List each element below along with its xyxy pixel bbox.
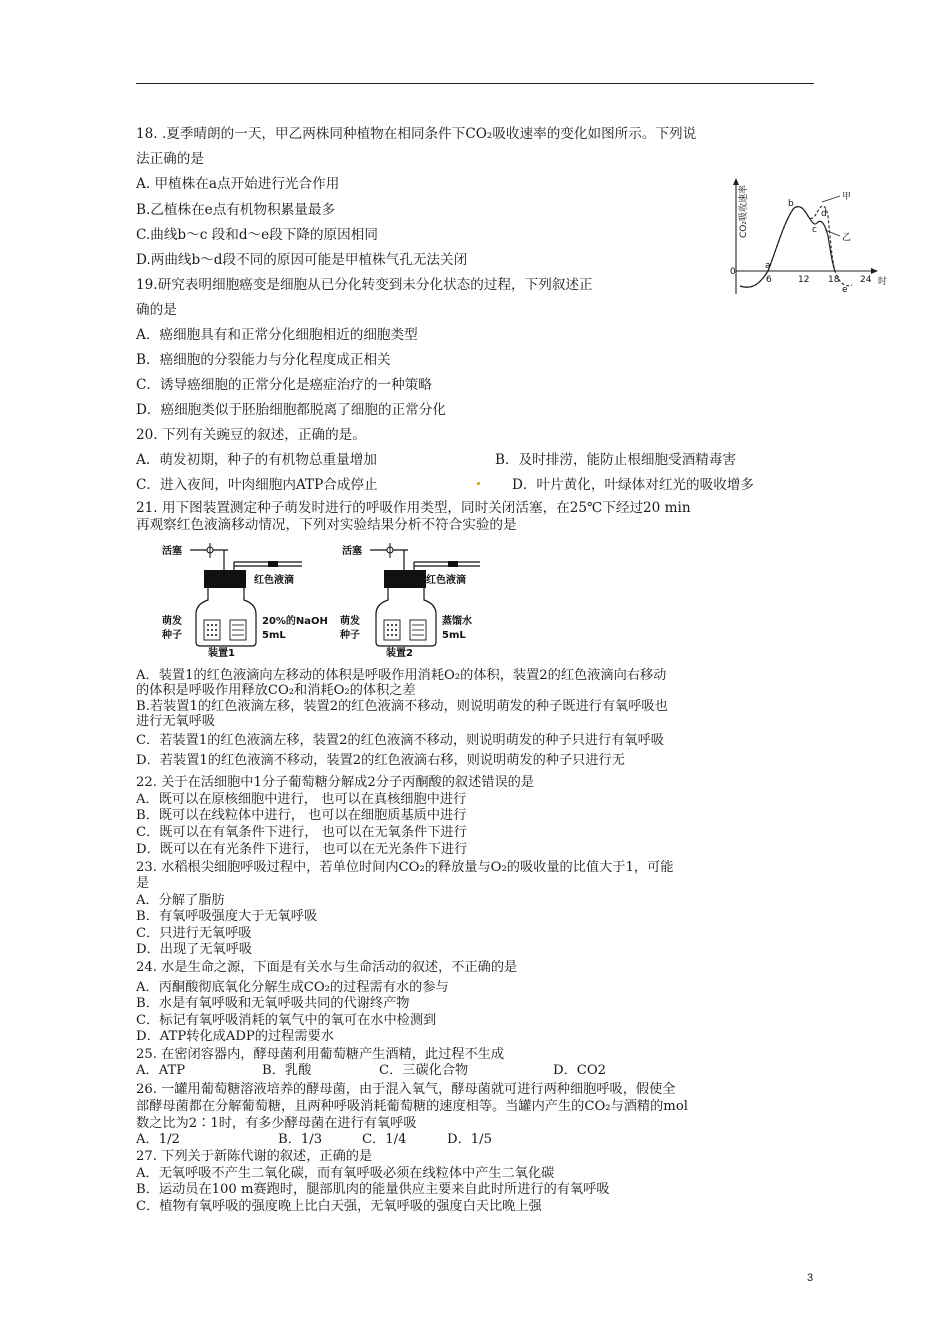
device2-seed-label1: 萌发 (340, 616, 360, 627)
device1-seed-label2: 种子 (162, 630, 182, 641)
q22-option-b: B．既可以在线粒体中进行， 也可以在细胞质基质中进行 (136, 808, 467, 823)
device2-red-drop (448, 561, 458, 567)
q22-stem: 22. 关于在活细胞中1分子葡萄糖分解成2分子丙酮酸的叙述错误的是 (136, 775, 535, 790)
q21-stem-line2: 再观察红色液滴移动情况，下列对实验结果分析不符合实验的是 (136, 517, 517, 533)
q18-tick-12: 12 (798, 275, 810, 285)
q18-point-d: d (821, 209, 827, 219)
device2-water-label: 蒸馏水 (442, 616, 472, 627)
device2-seed-label2: 种子 (340, 630, 360, 641)
q21-option-a-line1: A．装置1的红色液滴向左移动的体积是呼吸作用消耗O₂的体积，装置2的红色液滴向右移动 (136, 668, 667, 683)
q18-tick-6: 6 (766, 275, 772, 285)
q18-option-b: B.乙植株在e点有机物积累量最多 (136, 202, 336, 218)
q18-stem-line1: 18. .夏季晴朗的一天，甲乙两株同种植物在相同条件下CO₂吸收速率的变化如图所示。下列说 (136, 126, 697, 142)
q19-option-b: B．癌细胞的分裂能力与分化程度成正相关 (136, 352, 391, 368)
q18-tick-18: 18 (828, 275, 840, 285)
device1-vol-label: 5mL (262, 630, 286, 641)
q21-option-a-line2: 的体积是呼吸作用释放CO₂和消耗O₂的体积之差 (136, 683, 416, 698)
q21-stem-line1: 21. 用下图装置测定种子萌发时进行的呼吸作用类型，同时关闭活塞，在25℃下经过20 min (136, 500, 691, 516)
device1-naoh-label: 20%的NaOH (262, 616, 328, 627)
q18-label-yi: 乙 (842, 233, 852, 243)
q26-option-d: D．1/5 (447, 1132, 492, 1147)
q25-option-c: C．三碳化合物 (379, 1063, 469, 1078)
q27-option-c: C．植物有氧呼吸的强度晚上比白天强，无氧呼吸的强度白天比晚上强 (136, 1199, 542, 1214)
q23-option-b: B．有氧呼吸强度大于无氧呼吸 (136, 909, 318, 924)
q18-co2-figure (722, 176, 890, 300)
device2-valve-label: 活塞 (342, 546, 362, 557)
q18-tick-0: 0 (730, 267, 736, 277)
q18-tick-24: 24 (860, 275, 872, 285)
device2-stopper (384, 570, 426, 588)
q24-option-b: B．水是有氧呼吸和无氧呼吸共同的代谢终产物 (136, 996, 410, 1011)
q19-stem-line1: 19.研究表明细胞癌变是细胞从已分化转变到未分化状态的过程，下列叙述正 (136, 277, 593, 293)
q22-option-a: A．既可以在原核细胞中进行， 也可以在真核细胞中进行 (136, 792, 467, 807)
q18-point-e: e (842, 285, 848, 295)
q18-option-a: A. 甲植株在a点开始进行光合作用 (136, 176, 340, 192)
q18-stem-line2: 法正确的是 (136, 151, 204, 167)
device2-vol-label: 5mL (442, 630, 466, 641)
q20-option-d: D．叶片黄化，叶绿体对红光的吸收增多 (512, 477, 754, 493)
device1-red-drop (268, 561, 278, 567)
q21-apparatus-figure (160, 538, 520, 660)
q22-option-c: C．既可以在有氧条件下进行， 也可以在无氧条件下进行 (136, 825, 467, 840)
q18-point-c: c (812, 225, 817, 235)
q18-point-b: b (788, 199, 794, 209)
q23-option-d: D．出现了无氧呼吸 (136, 942, 253, 957)
q27-stem: 27. 下列关于新陈代谢的叙述，正确的是 (136, 1149, 373, 1164)
q18-option-c: C.曲线b～c 段和d～e段下降的原因相同 (136, 227, 378, 243)
device1-caption: 装置1 (208, 648, 235, 659)
q18-label-jia: 甲 (842, 192, 852, 202)
device1-stopper (204, 570, 246, 588)
q18-point-a: a (765, 261, 771, 271)
q19-option-d: D．癌细胞类似于胚胎细胞都脱离了细胞的正常分化 (136, 402, 446, 418)
q25-option-d: D．CO2 (553, 1063, 607, 1078)
q24-option-a: A．丙酮酸彻底氧化分解生成CO₂的过程需有水的参与 (136, 980, 449, 995)
q24-option-c: C．标记有氧呼吸消耗的氧气中的氧可在水中检测到 (136, 1013, 437, 1028)
q21-option-b-line2: 进行无氧呼吸 (136, 714, 216, 729)
q25-option-a: A．ATP (136, 1063, 186, 1078)
q26-stem-line1: 26. 一罐用葡萄糖溶液培养的酵母菌，由于混入氧气，酵母菌就可进行两种细胞呼吸，假使全 (136, 1082, 676, 1097)
device2-drop-label: 红色液滴 (426, 575, 466, 586)
q25-stem: 25. 在密闭容器内，酵母菌利用葡萄糖产生酒精，此过程不生成 (136, 1047, 505, 1062)
q21-option-c: C．若装置1的红色液滴左移，装置2的红色液滴不移动，则说明萌发的种子只进行有氧呼吸 (136, 733, 664, 748)
q19-option-a: A．癌细胞具有和正常分化细胞相近的细胞类型 (136, 327, 418, 343)
q20-option-a: A．萌发初期，种子的有机物总重量增加 (136, 452, 377, 468)
device1-drop-label: 红色液滴 (254, 575, 294, 586)
q19-stem-line2: 确的是 (136, 302, 177, 318)
q27-option-a: A．无氧呼吸不产生二氧化碳，而有氧呼吸必须在线粒体中产生二氧化碳 (136, 1166, 555, 1181)
stray-dot (477, 482, 480, 485)
q26-stem-line3: 数之比为2∶1时，有多少酵母菌在进行有氧呼吸 (136, 1116, 417, 1131)
q23-stem-line2: 是 (136, 876, 150, 891)
device2-caption: 装置2 (386, 648, 413, 659)
q20-option-c: C．进入夜间，叶肉细胞内ATP合成停止 (136, 477, 378, 493)
q24-stem: 24. 水是生命之源，下面是有关水与生命活动的叙述，不正确的是 (136, 960, 518, 975)
q21-option-b-line1: B.若装置1的红色液滴左移，装置2的红色液滴不移动，则说明萌发的种子既进行有氧呼吸也 (136, 699, 668, 714)
q27-option-b: B．运动员在100 m赛跑时，腿部肌肉的能量供应主要来自此时所进行的有氧呼吸 (136, 1182, 610, 1197)
q20-option-b: B．及时排涝，能防止根细胞受酒精毒害 (495, 452, 737, 468)
q18-x-unit: 时 (878, 277, 888, 287)
page-number: 3 (807, 1272, 814, 1284)
q26-option-c: C．1/4 (362, 1132, 407, 1147)
q22-option-d: D．既可以在有光条件下进行， 也可以在无光条件下进行 (136, 842, 468, 857)
q21-option-d: D．若装置1的红色液滴不移动，装置2的红色液滴右移，则说明萌发的种子只进行无 (136, 753, 625, 768)
q23-option-c: C．只进行无氧呼吸 (136, 926, 252, 941)
q26-option-a: A．1/2 (136, 1132, 180, 1147)
q25-option-b: B．乳酸 (262, 1063, 312, 1078)
q24-option-d: D．ATP转化成ADP的过程需要水 (136, 1029, 334, 1044)
q19-option-c: C．诱导癌细胞的正常分化是癌症治疗的一种策略 (136, 377, 432, 393)
device1-seed-label1: 萌发 (162, 616, 182, 627)
q23-stem-line1: 23. 水稻根尖细胞呼吸过程中，若单位时间内CO₂的释放量与O₂的吸收量的比值大于1，可能 (136, 860, 674, 875)
q23-option-a: A．分解了脂肪 (136, 893, 225, 908)
q18-figure-ylabel: CO₂吸收速率 (739, 185, 749, 238)
header-rule (136, 83, 814, 84)
device1-valve-label: 活塞 (162, 546, 182, 557)
q18-option-d: D.两曲线b～d段不同的原因可能是甲植株气孔无法关闭 (136, 252, 468, 268)
q26-stem-line2: 部酵母菌都在分解葡萄糖，且两种呼吸消耗葡萄糖的速度相等。当罐内产生的CO₂与酒精的mol (136, 1099, 688, 1114)
q20-stem: 20. 下列有关豌豆的叙述，正确的是。 (136, 427, 366, 443)
q26-option-b: B．1/3 (278, 1132, 323, 1147)
